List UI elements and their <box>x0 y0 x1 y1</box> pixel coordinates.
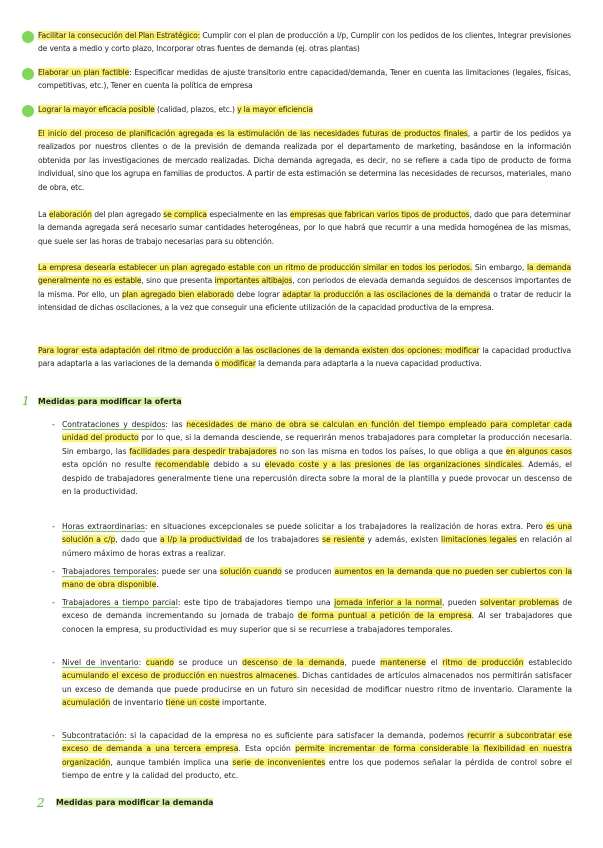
section-number: 1 <box>22 394 30 408</box>
bullet-dot <box>22 68 34 80</box>
paragraph-adaptation: Para lograr esta adaptación del ritmo de producción a las oscilaciones de la demanda existen dos opciones: modificar la capacidad productiva para adaptarla a las variaciones de la demanda o modificar la demanda para adaptarla a la nueva capacidad productiva. <box>38 346 571 369</box>
highlight: Facilitar la consecución del Plan Estratégico: <box>38 31 201 40</box>
objective-1: Facilitar la consecución del Plan Estratégico: Cumplir con el plan de producción a l/p, Cumplir con los pedidos de los clientes, Integrar previsiones de venta a medio y corto plazo, Incorporar otras fuentes de demanda (ej. otras plantas) <box>38 31 571 54</box>
dash: - <box>52 731 55 740</box>
objective-2: Elaborar un plan factible: Especificar medidas de ajuste transitorio entre capacidad/demanda, Tener en cuenta las limitaciones (legales, físicas, competitivas, etc.), Tener en cuenta la política de empresa <box>38 68 572 91</box>
dash: - <box>52 658 55 667</box>
dash: - <box>52 598 55 607</box>
list-item-hiring: - Contrataciones y despidos: las necesidades de mano de obra se calculan en función del tiempo empleado para completar cada unidad del producto por lo que, si la demanda desciende, se requerirán menos trabajadores para completar la producción necesaria. Sin embargo, las facilidades para despedir trabajadores no son las misma en todos los países, lo que obliga a que en algunos casos esta opción no resulte recomendable debido a su elevado coste y a las presiones de las organizaciones sindicales. Además, el despido de trabajadores generalmente tiene una repercusión directa sobre la moral de la plantilla y puede provocar un descenso de en la productividad. <box>52 420 572 497</box>
list-item-temporary: - Trabajadores temporales: puede ser una solución cuando se producen aumentos en la demanda que no pueden ser cubiertos con la mano de obra disponible. <box>52 567 572 590</box>
bullet-dot <box>22 31 34 43</box>
section-number: 2 <box>37 796 45 810</box>
section-title-demand: Medidas para modificar la demanda <box>56 798 214 807</box>
objective-3: Lograr la mayor eficacia posible (calidad, plazos, etc.) y la mayor eficiencia <box>38 105 313 114</box>
list-item-overtime: - Horas extraordinarias: en situaciones excepcionales se puede solicitar a los trabajadores la realización de horas extra. Pero es una solución a c/p, dado que a l/p la productividad de los trabajadores se resiente y además, existen limitaciones legales en relación al número máximo de horas extras a realizar. <box>52 522 572 558</box>
bullet-dot <box>22 105 34 117</box>
paragraph-planning-start: El inicio del proceso de planificación agregada es la estimulación de las necesidades futuras de productos finales, a partir de los pedidos ya realizados por nuestros clientes o de la previsión de demanda realizada por el departamento de marketing, basándose en la información obtenida por las investigaciones de mercado realizadas. Dicha demanda agregada, es decir, no se refiere a cada tipo de producto de forma individual, sino que los agrupa en familias de productos. A partir de esta estimación se determina las necesidades de recursos, materiales, mano de obra, etc. <box>38 129 571 192</box>
list-item-subcontracting: - Subcontratación: si la capacidad de la empresa no es suficiente para satisfacer la demanda, podemos recurrir a subcontratar ese exceso de demanda a una tercera empresa. Esta opción permite incrementar de forma considerable la flexibilidad en nuestra organización, aunque también implica una serie de inconvenientes entre los que podemos señalar la pérdida de control sobre el tiempo de entre y la calidad del producto, etc. <box>52 731 573 781</box>
list-item-part-time: - Trabajadores a tiempo parcial: este tipo de trabajadores tiempo una jornada inferior a la normal, pueden solventar problemas de exceso de demanda incrementando su jornada de trabajo de forma puntual a petición de la empresa. Al ser trabajadores que conocen la empresa, su productividad es muy superior que si se recurriese a trabajadores temporales. <box>52 598 572 634</box>
section-title-supply: Medidas para modificar la oferta <box>38 397 182 406</box>
dash: - <box>52 522 55 531</box>
dash: - <box>52 567 55 576</box>
paragraph-stable-plan: La empresa desearía establecer un plan agregado estable con un ritmo de producción similar en todos los periodos. Sin embargo, la demanda generalmente no es estable, sino que presenta importantes altibajos, con periodos de elevada demanda seguidos de descensos importantes de la misma. Por ello, un plan agregado bien elaborado debe lograr adaptar la producción a las oscilaciones de la demanda o tratar de reducir la intensidad de dichas oscilaciones, a la vez que conseguir una eficiente utilización de la capacidad productiva de la empresa. <box>38 263 572 313</box>
dash: - <box>52 420 55 429</box>
paragraph-elaboration: La elaboración del plan agregado se complica especialmente en las empresas que fabrican varios tipos de productos, dado que para determinar la demanda agregada será necesario sumar cantidades heterogéneas, por lo que habrá que recurrir a una medida homogénea de las mismas, que suele ser las horas de trabajo necesarias para su obtención. <box>38 210 572 246</box>
list-item-inventory: - Nivel de inventario: cuando se produce un descenso de la demanda, puede mantenerse el ritmo de producción establecido acumulando el exceso de producción en nuestros almacenes. Dichas cantidades de artículos almacenados nos permitirán satisfacer un exceso de demanda que puede producirse en un futuro sin necesidad de modificar nuestro ritmo de inventario. Claramente la acumulación de inventario tiene un coste importante. <box>52 658 572 708</box>
